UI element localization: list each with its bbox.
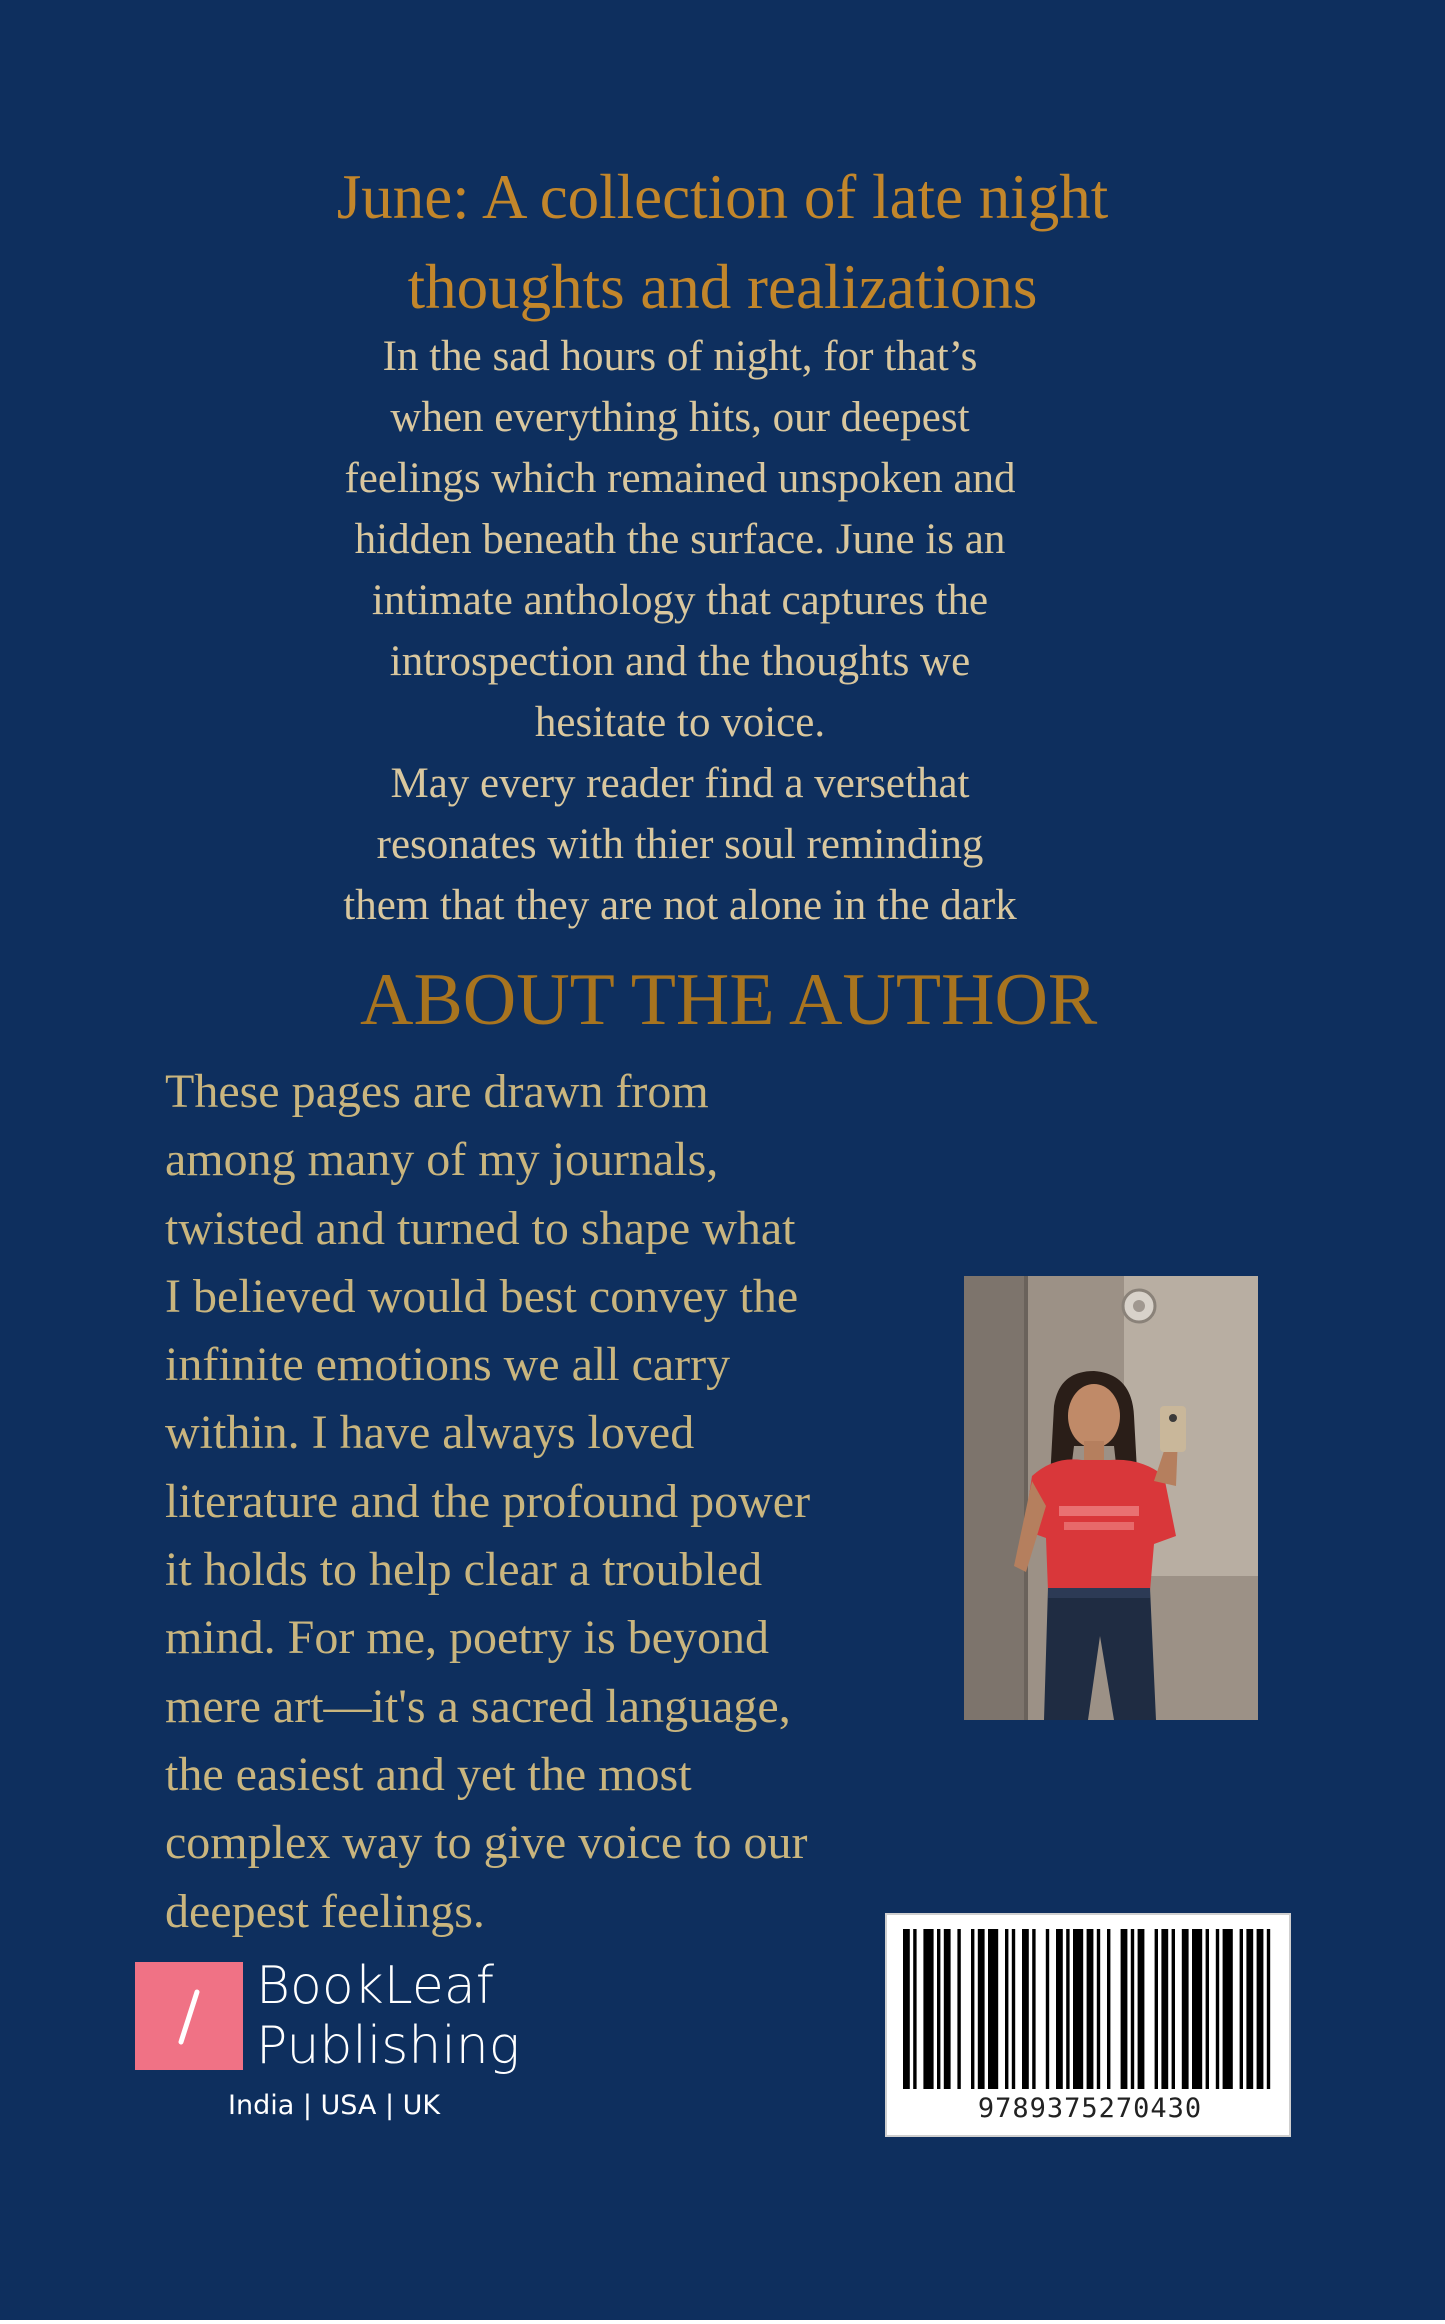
barcode-bar bbox=[978, 1929, 985, 2089]
barcode-bar bbox=[1172, 1929, 1175, 2089]
barcode-bar bbox=[1240, 1929, 1243, 2089]
blurb-line: resonates with thier soul reminding bbox=[376, 821, 984, 868]
publisher-name bbox=[256, 1956, 520, 2076]
blurb-line: In the sad hours of night, for that’s bbox=[382, 333, 978, 380]
blurb-line: when everything hits, our deepest bbox=[390, 394, 970, 441]
barcode-bar bbox=[1012, 1929, 1015, 2089]
bio-line: the easiest and yet the most bbox=[165, 1747, 692, 1801]
barcode-bar bbox=[1022, 1929, 1029, 2089]
barcode-bar bbox=[1107, 1929, 1110, 2089]
book-title-line-1: June: A collection of late night bbox=[336, 162, 1109, 232]
barcode-bar bbox=[957, 1929, 960, 2089]
barcode-bar bbox=[913, 1929, 916, 2089]
barcode-bar bbox=[1192, 1929, 1202, 2089]
bio-line: within. I have always loved bbox=[165, 1406, 695, 1460]
blurb-line: hesitate to voice. bbox=[534, 699, 826, 746]
author-bio bbox=[165, 1058, 945, 1946]
publisher-regions: India | USA | UK bbox=[228, 2090, 441, 2121]
book-title bbox=[0, 152, 1445, 332]
blurb-line: intimate anthology that captures the bbox=[371, 577, 989, 624]
barcode-bar bbox=[923, 1929, 933, 2089]
barcode-bar bbox=[937, 1929, 940, 2089]
barcode-bar bbox=[903, 1929, 910, 2089]
barcode-bar bbox=[1087, 1929, 1094, 2089]
barcode-bars bbox=[899, 1929, 1281, 2089]
blurb-line: hidden beneath the surface. June is an bbox=[354, 516, 1006, 563]
bio-line: complex way to give voice to our bbox=[165, 1816, 808, 1870]
barcode-bar bbox=[1216, 1929, 1219, 2089]
barcode-bar bbox=[1155, 1929, 1158, 2089]
bio-line: I believed would best convey the bbox=[165, 1269, 799, 1323]
publisher-logo-mark bbox=[135, 1962, 243, 2070]
barcode-bar bbox=[1097, 1929, 1100, 2089]
barcode-bar bbox=[1206, 1929, 1209, 2089]
barcode-bar bbox=[971, 1929, 974, 2089]
barcode-bar bbox=[1121, 1929, 1128, 2089]
bio-line: infinite emotions we all carry bbox=[165, 1338, 731, 1392]
about-author-heading: ABOUT THE AUTHOR bbox=[360, 959, 1098, 1041]
barcode-bar bbox=[1066, 1929, 1069, 2089]
bio-line: These pages are drawn from bbox=[165, 1065, 709, 1118]
blurb-line: introspection and the thoughts we bbox=[389, 638, 971, 685]
barcode-bar bbox=[1161, 1929, 1168, 2089]
barcode-bar bbox=[1131, 1929, 1134, 2089]
bio-line: mind. For me, poetry is beyond bbox=[165, 1611, 769, 1665]
bio-line: mere art—it's a sacred language, bbox=[165, 1679, 791, 1733]
author-photo bbox=[964, 1276, 1258, 1720]
barcode-bar bbox=[1138, 1929, 1145, 2089]
barcode-bar bbox=[1182, 1929, 1189, 2089]
bio-line: literature and the profound power bbox=[165, 1474, 811, 1528]
barcode-bar bbox=[1223, 1929, 1233, 2089]
book-title-line-2: thoughts and realizations bbox=[407, 252, 1038, 322]
blurb-line: feelings which remained unspoken and bbox=[344, 455, 1016, 502]
bio-line: it holds to help clear a troubled bbox=[165, 1543, 763, 1597]
barcode-bar bbox=[1005, 1929, 1008, 2089]
bottom-edge bbox=[0, 2320, 1445, 2324]
bio-line: among many of my journals, bbox=[165, 1133, 719, 1187]
barcode-bar bbox=[1073, 1929, 1083, 2089]
isbn-barcode bbox=[885, 1913, 1291, 2137]
bio-line: deepest feelings. bbox=[165, 1884, 485, 1938]
barcode-bar bbox=[1032, 1929, 1035, 2089]
barcode-bar bbox=[1267, 1929, 1270, 2089]
barcode-bar bbox=[1246, 1929, 1253, 2089]
book-blurb bbox=[180, 326, 1180, 936]
publisher-name-line-1: BookLeaf bbox=[256, 1956, 495, 2016]
barcode-bar bbox=[1056, 1929, 1063, 2089]
blurb-line: them that they are not alone in the dark bbox=[343, 882, 1017, 929]
barcode-bar bbox=[1046, 1929, 1049, 2089]
barcode-bar bbox=[1257, 1929, 1264, 2089]
barcode-bar bbox=[988, 1929, 998, 2089]
barcode-bar bbox=[944, 1929, 951, 2089]
publisher-name-line-2: Publishing bbox=[256, 2016, 520, 2076]
isbn-number: 9789375270430 bbox=[977, 2093, 1203, 2124]
blurb-line: May every reader find a versethat bbox=[390, 760, 970, 807]
bio-line: twisted and turned to shape what bbox=[165, 1201, 796, 1255]
